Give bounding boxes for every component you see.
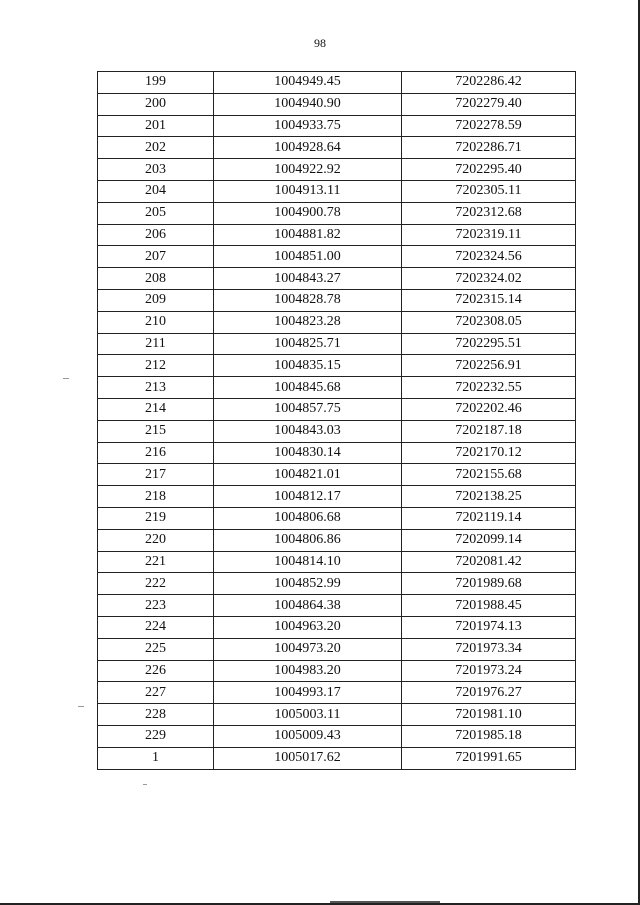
point-number-cell: 204 (98, 180, 214, 202)
point-number-cell: 209 (98, 289, 214, 311)
y-coordinate-cell: 7202232.55 (402, 377, 576, 399)
table-row (98, 573, 576, 595)
y-coordinate-cell: 7201981.10 (402, 704, 576, 726)
table-row (98, 747, 576, 769)
x-coordinate-cell: 1005017.62 (214, 747, 402, 769)
point-number-cell: 215 (98, 420, 214, 442)
table-row (98, 638, 576, 660)
table-row (98, 137, 576, 159)
point-number-cell: 210 (98, 311, 214, 333)
y-coordinate-cell: 7202286.42 (402, 72, 576, 94)
y-coordinate-cell: 7202315.14 (402, 289, 576, 311)
x-coordinate-cell: 1004821.01 (214, 464, 402, 486)
y-coordinate-cell: 7201985.18 (402, 725, 576, 747)
y-coordinate-cell: 7202170.12 (402, 442, 576, 464)
table-row (98, 616, 576, 638)
point-number-cell: 208 (98, 268, 214, 290)
y-coordinate-cell: 7202312.68 (402, 202, 576, 224)
y-coordinate-cell: 7202138.25 (402, 486, 576, 508)
point-number-cell: 203 (98, 159, 214, 181)
x-coordinate-cell: 1004812.17 (214, 486, 402, 508)
table-row (98, 224, 576, 246)
x-coordinate-cell: 1004993.17 (214, 682, 402, 704)
point-number-cell: 211 (98, 333, 214, 355)
table-row (98, 333, 576, 355)
point-number-cell: 205 (98, 202, 214, 224)
point-number-cell: 217 (98, 464, 214, 486)
table-row (98, 442, 576, 464)
point-number-cell: 201 (98, 115, 214, 137)
table-row (98, 202, 576, 224)
x-coordinate-cell: 1004852.99 (214, 573, 402, 595)
x-coordinate-cell: 1004973.20 (214, 638, 402, 660)
table-row (98, 72, 576, 94)
x-coordinate-cell: 1004933.75 (214, 115, 402, 137)
y-coordinate-cell: 7202324.02 (402, 268, 576, 290)
point-number-cell: 206 (98, 224, 214, 246)
x-coordinate-cell: 1004825.71 (214, 333, 402, 355)
y-coordinate-cell: 7202155.68 (402, 464, 576, 486)
point-number-cell: 220 (98, 529, 214, 551)
y-coordinate-cell: 7202081.42 (402, 551, 576, 573)
x-coordinate-cell: 1004913.11 (214, 180, 402, 202)
y-coordinate-cell: 7202324.56 (402, 246, 576, 268)
point-number-cell: 207 (98, 246, 214, 268)
y-coordinate-cell: 7201973.24 (402, 660, 576, 682)
x-coordinate-cell: 1004835.15 (214, 355, 402, 377)
point-number-cell: 219 (98, 507, 214, 529)
point-number-cell: 227 (98, 682, 214, 704)
y-coordinate-cell: 7201976.27 (402, 682, 576, 704)
table-row (98, 551, 576, 573)
x-coordinate-cell: 1004814.10 (214, 551, 402, 573)
table-row (98, 159, 576, 181)
table-row (98, 355, 576, 377)
x-coordinate-cell: 1004851.00 (214, 246, 402, 268)
x-coordinate-cell: 1004881.82 (214, 224, 402, 246)
y-coordinate-cell: 7201974.13 (402, 616, 576, 638)
y-coordinate-cell: 7202279.40 (402, 93, 576, 115)
table-row (98, 398, 576, 420)
page-number: 98 (314, 36, 326, 50)
table-row (98, 115, 576, 137)
x-coordinate-cell: 1004940.90 (214, 93, 402, 115)
scan-speck (143, 784, 147, 785)
table-row (98, 93, 576, 115)
table-row (98, 420, 576, 442)
table-row (98, 377, 576, 399)
point-number-cell: 213 (98, 377, 214, 399)
point-number-cell: 223 (98, 595, 214, 617)
y-coordinate-cell: 7202099.14 (402, 529, 576, 551)
x-coordinate-cell: 1004843.03 (214, 420, 402, 442)
table-row (98, 311, 576, 333)
x-coordinate-cell: 1004864.38 (214, 595, 402, 617)
table-row (98, 486, 576, 508)
y-coordinate-cell: 7202308.05 (402, 311, 576, 333)
point-number-cell: 202 (98, 137, 214, 159)
point-number-cell: 221 (98, 551, 214, 573)
point-number-cell: 200 (98, 93, 214, 115)
x-coordinate-cell: 1004806.86 (214, 529, 402, 551)
x-coordinate-cell: 1004857.75 (214, 398, 402, 420)
point-number-cell: 199 (98, 72, 214, 94)
x-coordinate-cell: 1004928.64 (214, 137, 402, 159)
y-coordinate-cell: 7202187.18 (402, 420, 576, 442)
y-coordinate-cell: 7202119.14 (402, 507, 576, 529)
x-coordinate-cell: 1004900.78 (214, 202, 402, 224)
point-number-cell: 212 (98, 355, 214, 377)
point-number-cell: 214 (98, 398, 214, 420)
x-coordinate-cell: 1004845.68 (214, 377, 402, 399)
table-row (98, 289, 576, 311)
table-row (98, 595, 576, 617)
coordinates-table (97, 71, 576, 770)
point-number-cell: 228 (98, 704, 214, 726)
table-row (98, 268, 576, 290)
point-number-cell: 218 (98, 486, 214, 508)
x-coordinate-cell: 1004828.78 (214, 289, 402, 311)
x-coordinate-cell: 1004922.92 (214, 159, 402, 181)
y-coordinate-cell: 7202202.46 (402, 398, 576, 420)
point-number-cell: 225 (98, 638, 214, 660)
y-coordinate-cell: 7201973.34 (402, 638, 576, 660)
bottom-rule (330, 901, 440, 903)
table-row (98, 507, 576, 529)
table-row (98, 660, 576, 682)
y-coordinate-cell: 7201988.45 (402, 595, 576, 617)
coordinates-table-body (98, 72, 576, 770)
scan-speck (78, 706, 84, 707)
point-number-cell: 224 (98, 616, 214, 638)
point-number-cell: 216 (98, 442, 214, 464)
table-row (98, 246, 576, 268)
table-row (98, 725, 576, 747)
x-coordinate-cell: 1004806.68 (214, 507, 402, 529)
table-row (98, 180, 576, 202)
x-coordinate-cell: 1004823.28 (214, 311, 402, 333)
x-coordinate-cell: 1005009.43 (214, 725, 402, 747)
x-coordinate-cell: 1004843.27 (214, 268, 402, 290)
y-coordinate-cell: 7202278.59 (402, 115, 576, 137)
x-coordinate-cell: 1004963.20 (214, 616, 402, 638)
y-coordinate-cell: 7202295.40 (402, 159, 576, 181)
y-coordinate-cell: 7202319.11 (402, 224, 576, 246)
x-coordinate-cell: 1004949.45 (214, 72, 402, 94)
table-row (98, 464, 576, 486)
x-coordinate-cell: 1004830.14 (214, 442, 402, 464)
y-coordinate-cell: 7201991.65 (402, 747, 576, 769)
table-row (98, 529, 576, 551)
point-number-cell: 229 (98, 725, 214, 747)
y-coordinate-cell: 7202295.51 (402, 333, 576, 355)
scan-speck (63, 378, 69, 379)
y-coordinate-cell: 7202286.71 (402, 137, 576, 159)
table-row (98, 682, 576, 704)
y-coordinate-cell: 7202256.91 (402, 355, 576, 377)
point-number-cell: 226 (98, 660, 214, 682)
point-number-cell: 1 (98, 747, 214, 769)
table-row (98, 704, 576, 726)
x-coordinate-cell: 1005003.11 (214, 704, 402, 726)
x-coordinate-cell: 1004983.20 (214, 660, 402, 682)
y-coordinate-cell: 7201989.68 (402, 573, 576, 595)
point-number-cell: 222 (98, 573, 214, 595)
y-coordinate-cell: 7202305.11 (402, 180, 576, 202)
